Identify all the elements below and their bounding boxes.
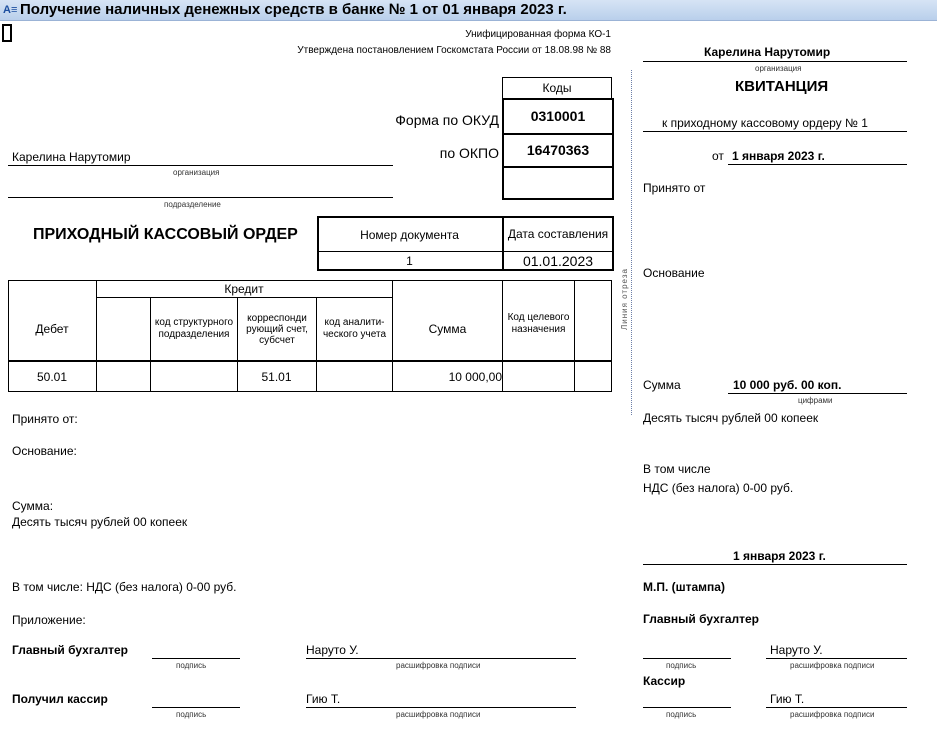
row-corr: 51.01 xyxy=(261,370,292,384)
org-caption: организация xyxy=(173,168,220,177)
receipt-cashier-name: Гию Т. xyxy=(770,692,805,706)
receipt-chief-acc: Главный бухгалтер xyxy=(643,612,760,626)
chief-acc-label: Главный бухгалтер xyxy=(12,643,129,657)
receipt-sum-words: Десять тысяч рублей 00 копеек xyxy=(643,411,819,425)
receipt-vat: НДС (без налога) 0-00 руб. xyxy=(643,481,794,495)
col-sum: Сумма xyxy=(428,321,467,336)
col-purpose: Код целевого назначения xyxy=(507,312,570,335)
receipt-chief-name: Наруто У. xyxy=(770,643,823,657)
receipt-basis: Основание xyxy=(643,266,705,280)
sum-label: Сумма: xyxy=(12,499,54,513)
chief-sign-caption: подпись xyxy=(176,661,207,670)
row-debit: 50.01 xyxy=(36,370,68,384)
receipt-date: 1 января 2023 г. xyxy=(732,149,825,163)
cashier-decode-caption: расшифровка подписи xyxy=(396,710,481,719)
receipt-digits-caption: цифрами xyxy=(798,396,833,405)
basis-label: Основание: xyxy=(12,444,77,458)
okud-label: Форма по ОКУД xyxy=(395,112,499,128)
approved-text: Утверждена постановлением Госкомстата России от 18.08.98 № 88 xyxy=(297,45,611,56)
chief-name: Наруто У. xyxy=(306,643,359,657)
receipt-cashier-decode-caption: расшифровка подписи xyxy=(790,710,875,719)
okpo-label: по ОКПО xyxy=(439,145,499,161)
receipt-cashier: Кассир xyxy=(643,674,686,688)
receipt-sum-value: 10 000 руб. 00 коп. xyxy=(733,378,842,392)
receipt-from-label: от xyxy=(712,149,724,163)
attachment-label: Приложение: xyxy=(12,613,86,627)
cut-line-label: Линия отреза xyxy=(620,268,629,330)
doc-number-label: Номер документа xyxy=(360,227,459,242)
receipt-title: КВИТАНЦИЯ xyxy=(735,78,829,95)
doc-number: 1 xyxy=(406,254,413,268)
org-name: Карелина Нарутомир xyxy=(12,150,131,164)
received-from-label: Принято от: xyxy=(12,412,78,426)
cashier-label: Получил кассир xyxy=(12,692,108,706)
col-corr-account: корреспонди рующий счет, субсчет xyxy=(246,312,308,346)
text-cursor xyxy=(2,24,12,42)
okud-code: 0310001 xyxy=(530,108,586,124)
col-debit: Дебет xyxy=(35,321,69,336)
receipt-cashier-sign-caption: подпись xyxy=(666,710,697,719)
col-analytic: код аналити-ческого учета xyxy=(322,317,387,340)
doc-date: 01.01.2023 xyxy=(522,253,594,269)
dept-caption: подразделение xyxy=(164,200,221,209)
okpo-code: 16470363 xyxy=(526,142,590,158)
row-sum: 10 000,00 xyxy=(448,370,502,384)
form-name: Унифицированная форма КО-1 xyxy=(465,29,611,40)
codes-label: Коды xyxy=(542,81,572,95)
window-title: Получение наличных денежных средств в банке № 1 от 01 января 2023 г. xyxy=(20,1,567,18)
col-struct-unit: код структурного подразделения xyxy=(154,317,234,340)
order-title: ПРИХОДНЫЙ КАССОВЫЙ ОРДЕР xyxy=(33,226,298,243)
col-credit: Кредит xyxy=(224,281,264,296)
receipt-incl: В том числе xyxy=(643,462,711,476)
document-icon: A≡ xyxy=(3,4,18,16)
date-label: Дата составления xyxy=(507,227,609,241)
incl-vat: В том числе: НДС (без налога) 0-00 руб. xyxy=(12,580,237,594)
receipt-received-from: Принято от xyxy=(643,181,706,195)
receipt-date2: 1 января 2023 г. xyxy=(733,549,826,563)
sum-words: Десять тысяч рублей 00 копеек xyxy=(12,515,188,529)
cashier-name: Гию Т. xyxy=(306,692,341,706)
receipt-org: Карелина Нарутомир xyxy=(704,45,831,59)
receipt-chief-sign-caption: подпись xyxy=(666,661,697,670)
cut-line xyxy=(631,70,632,415)
receipt-chief-decode-caption: расшифровка подписи xyxy=(790,661,875,670)
receipt-stamp: М.П. (штампа) xyxy=(643,580,725,594)
chief-decode-caption: расшифровка подписи xyxy=(396,661,481,670)
receipt-to-order: к приходному кассовому ордеру № 1 xyxy=(662,116,868,130)
receipt-sum-label: Сумма xyxy=(643,378,681,392)
receipt-org-caption: организация xyxy=(755,64,802,73)
window-titlebar xyxy=(0,0,937,21)
cashier-sign-caption: подпись xyxy=(176,710,207,719)
